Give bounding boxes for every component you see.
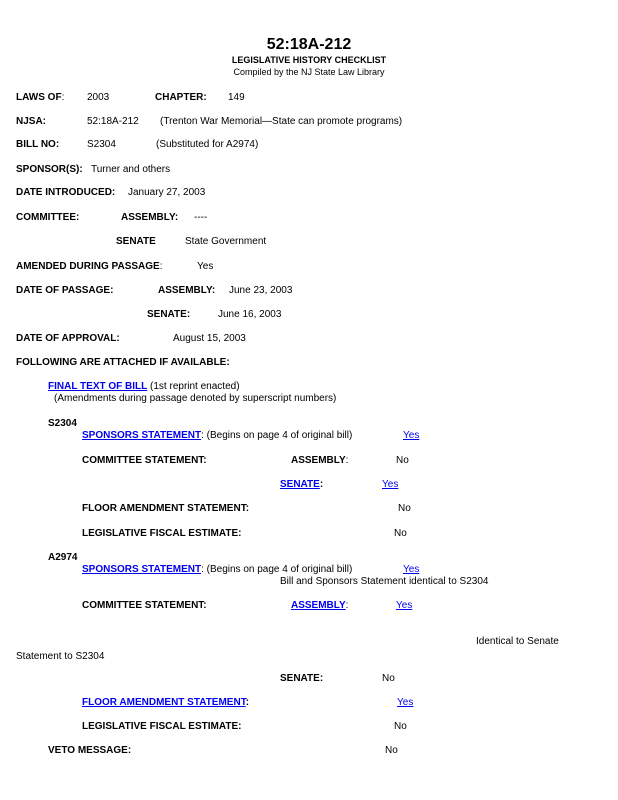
veto-message-value: No — [385, 745, 398, 756]
a2974-committee-senate-value: No — [382, 673, 395, 684]
s2304-committee-statement-label: COMMITTEE STATEMENT: — [82, 455, 207, 466]
s2304-fiscal-estimate-label: LEGISLATIVE FISCAL ESTIMATE: — [82, 528, 242, 539]
s2304-floor-amendment-value: No — [398, 503, 411, 514]
s2304-sponsors-row — [82, 430, 352, 442]
a2974-identical-senate-line2: Statement to S2304 — [16, 651, 105, 662]
committee-senate-value: State Government — [185, 236, 267, 247]
final-text-note: (1st reprint enacted) — [147, 381, 240, 392]
committee-senate-label: SENATE — [116, 236, 156, 247]
amended-value: Yes — [197, 261, 214, 272]
chapter-value: 149 — [228, 92, 245, 103]
passage-senate-label: SENATE: — [147, 309, 191, 320]
s2304-committee-senate-yes-link[interactable]: Yes — [382, 479, 399, 490]
amended-row — [16, 261, 163, 273]
committee-label: COMMITTEE: — [16, 212, 80, 223]
a2974-committee-statement-label: COMMITTEE STATEMENT: — [82, 600, 207, 611]
bill-no-value: S2304 — [87, 139, 116, 150]
committee-assembly-value: ---- — [194, 212, 208, 223]
s2304-committee-assembly-value: No — [396, 455, 409, 466]
njsa-description: (Trenton War Memorial—State can promote programs) — [160, 116, 403, 127]
bill-no-note: (Substituted for A2974) — [156, 139, 259, 150]
date-approval-value: August 15, 2003 — [173, 333, 246, 344]
a2974-committee-senate-label: SENATE: — [280, 673, 324, 684]
s2304-committee-assembly-label: ASSEMBLY — [291, 455, 346, 466]
compiled-by: Compiled by the NJ State Law Library — [233, 67, 385, 77]
a2974-floor-amendment-link[interactable]: FLOOR AMENDMENT STATEMENT — [82, 697, 246, 708]
final-text-link[interactable]: FINAL TEXT OF BILL — [48, 381, 148, 392]
amended-colon: : — [159, 261, 163, 272]
passage-assembly-value: June 23, 2003 — [229, 285, 293, 296]
checklist-subtitle: LEGISLATIVE HISTORY CHECKLIST — [231, 55, 387, 65]
committee-assembly-label: ASSEMBLY: — [121, 212, 179, 223]
s2304-committee-senate-colon: : — [319, 479, 324, 490]
sponsors-label: SPONSOR(S): — [16, 164, 83, 175]
a2974-fiscal-estimate-value: No — [394, 721, 407, 732]
passage-assembly-label: ASSEMBLY: — [158, 285, 216, 296]
a2974-committee-assembly-row — [291, 600, 348, 612]
s2304-committee-senate-link[interactable]: SENATE — [280, 479, 320, 490]
laws-of-row — [16, 92, 64, 104]
passage-senate-value: June 16, 2003 — [218, 309, 282, 320]
a2974-sponsors-yes-link[interactable]: Yes — [403, 564, 420, 575]
laws-of-colon: : — [61, 92, 65, 103]
date-introduced-label: DATE INTRODUCED: — [16, 187, 116, 198]
s2304-sponsors-statement-link[interactable]: SPONSORS STATEMENT — [82, 430, 202, 441]
date-introduced-value: January 27, 2003 — [128, 187, 206, 198]
amended-label: AMENDED DURING PASSAGE — [16, 261, 160, 272]
a2974-committee-assembly-colon: : — [345, 600, 349, 611]
a2974-sponsors-statement-link[interactable]: SPONSORS STATEMENT — [82, 564, 202, 575]
sponsors-value: Turner and others — [91, 164, 171, 175]
following-label: FOLLOWING ARE ATTACHED IF AVAILABLE: — [16, 357, 230, 368]
s2304-fiscal-estimate-value: No — [394, 528, 407, 539]
a2974-floor-amendment-yes-link[interactable]: Yes — [397, 697, 414, 708]
s2304-sponsors-yes-link[interactable]: Yes — [403, 430, 420, 441]
s2304-sponsors-note: : (Begins on page 4 of original bill) — [201, 430, 353, 441]
a2974-sponsors-note: : (Begins on page 4 of original bill) — [201, 564, 353, 575]
a2974-committee-assembly-link[interactable]: ASSEMBLY — [291, 600, 346, 611]
final-text-row — [48, 381, 240, 393]
s2304-committee-senate-row — [280, 479, 323, 491]
a2974-committee-assembly-yes-link[interactable]: Yes — [396, 600, 413, 611]
a2974-sponsors-row — [82, 564, 352, 576]
a2974-fiscal-estimate-label: LEGISLATIVE FISCAL ESTIMATE: — [82, 721, 242, 732]
date-approval-label: DATE OF APPROVAL: — [16, 333, 120, 344]
a2974-floor-amendment-colon: : — [245, 697, 250, 708]
chapter-label: CHAPTER: — [155, 92, 207, 103]
a2974-heading: A2974 — [48, 552, 78, 563]
bill-no-label: BILL NO: — [16, 139, 60, 150]
veto-message-label: VETO MESSAGE: — [48, 745, 132, 756]
a2974-floor-amendment-row — [82, 697, 249, 709]
a2974-identical-note: Bill and Sponsors Statement identical to S2304 — [280, 576, 489, 587]
laws-of-label: LAWS OF — [16, 92, 62, 103]
s2304-committee-assembly-colon: : — [345, 455, 349, 466]
s2304-heading: S2304 — [48, 418, 77, 429]
date-passage-label: DATE OF PASSAGE: — [16, 285, 114, 296]
njsa-value: 52:18A-212 — [87, 116, 139, 127]
final-text-note2: (Amendments during passage denoted by superscript numbers) — [54, 393, 337, 404]
a2974-identical-senate-line1: Identical to Senate — [476, 636, 559, 647]
njsa-label: NJSA: — [16, 116, 47, 127]
laws-of-value: 2003 — [87, 92, 110, 103]
s2304-floor-amendment-label: FLOOR AMENDMENT STATEMENT: — [82, 503, 250, 514]
s2304-committee-assembly-row — [291, 455, 348, 467]
page-title: 52:18A-212 — [266, 36, 352, 53]
